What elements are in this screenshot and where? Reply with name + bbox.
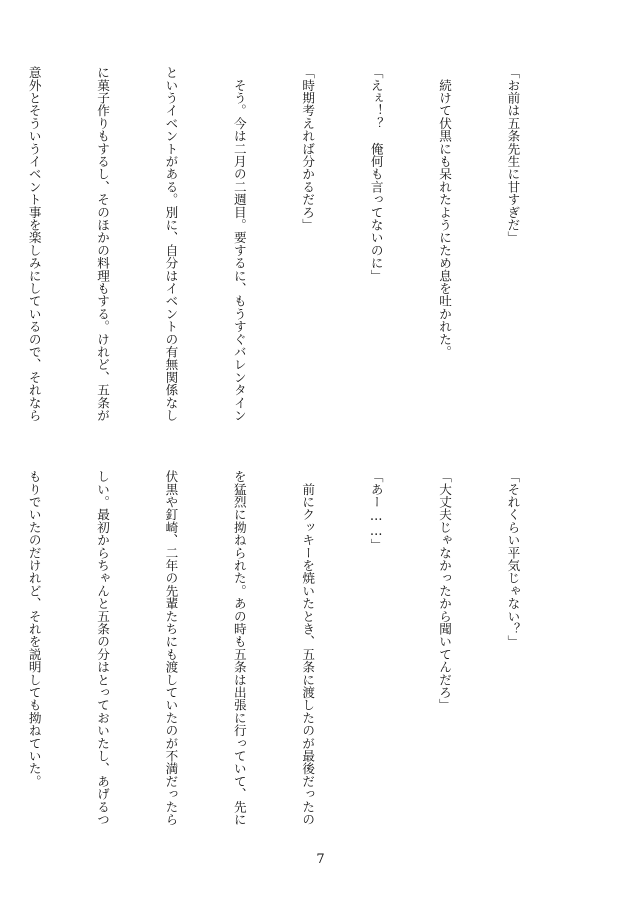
text-column: 「えぇ！？ 俺何も言ってないのに」 [368, 66, 384, 282]
text-column: というイベントがある。別に、自分はイベントの有無関係なし [163, 66, 179, 422]
text-column: 意外とそういうイベント事を楽しみにしているので、それなら [26, 66, 42, 422]
upper-text-block [26, 66, 569, 441]
text-column: しい。最初からちゃんと五条の分はとっておいたし、あげるつ [95, 470, 111, 826]
text-column: 続けて伏黒にも呆れたようにため息を吐かれた。 [437, 66, 453, 359]
text-column: 「時期考えれば分かるだろ」 [300, 66, 316, 232]
text-column: 前にクッキーを焼いたとき、五条に渡したのが最後だったの [300, 470, 316, 826]
text-column: 「それくらい平気じゃない？」 [505, 470, 521, 648]
text-column: 伏黒や釘崎、二年の先輩たちにも渡していたのが不満だったら [163, 470, 179, 826]
text-column: 「あー……」 [368, 470, 384, 551]
text-column: もりでいたのだけれど、それを説明しても拗ねていた。 [26, 470, 42, 788]
text-column: に菓子作りもするし、そのほかの料理もする。けれど、五条が [95, 66, 111, 422]
lower-text-block [26, 470, 569, 845]
text-column: そう。今は二月の二週目。要するに、もうすぐバレンタイン [231, 66, 247, 422]
page-number: 7 [316, 852, 325, 867]
text-column: 「お前は五条先生に甘すぎだ」 [505, 66, 521, 244]
text-column: 「大丈夫じゃなかったから聞いてんだろ」 [437, 470, 453, 712]
text-column: を猛烈に拗ねられた。あの時も五条は出張に行っていて、先に [231, 470, 247, 826]
